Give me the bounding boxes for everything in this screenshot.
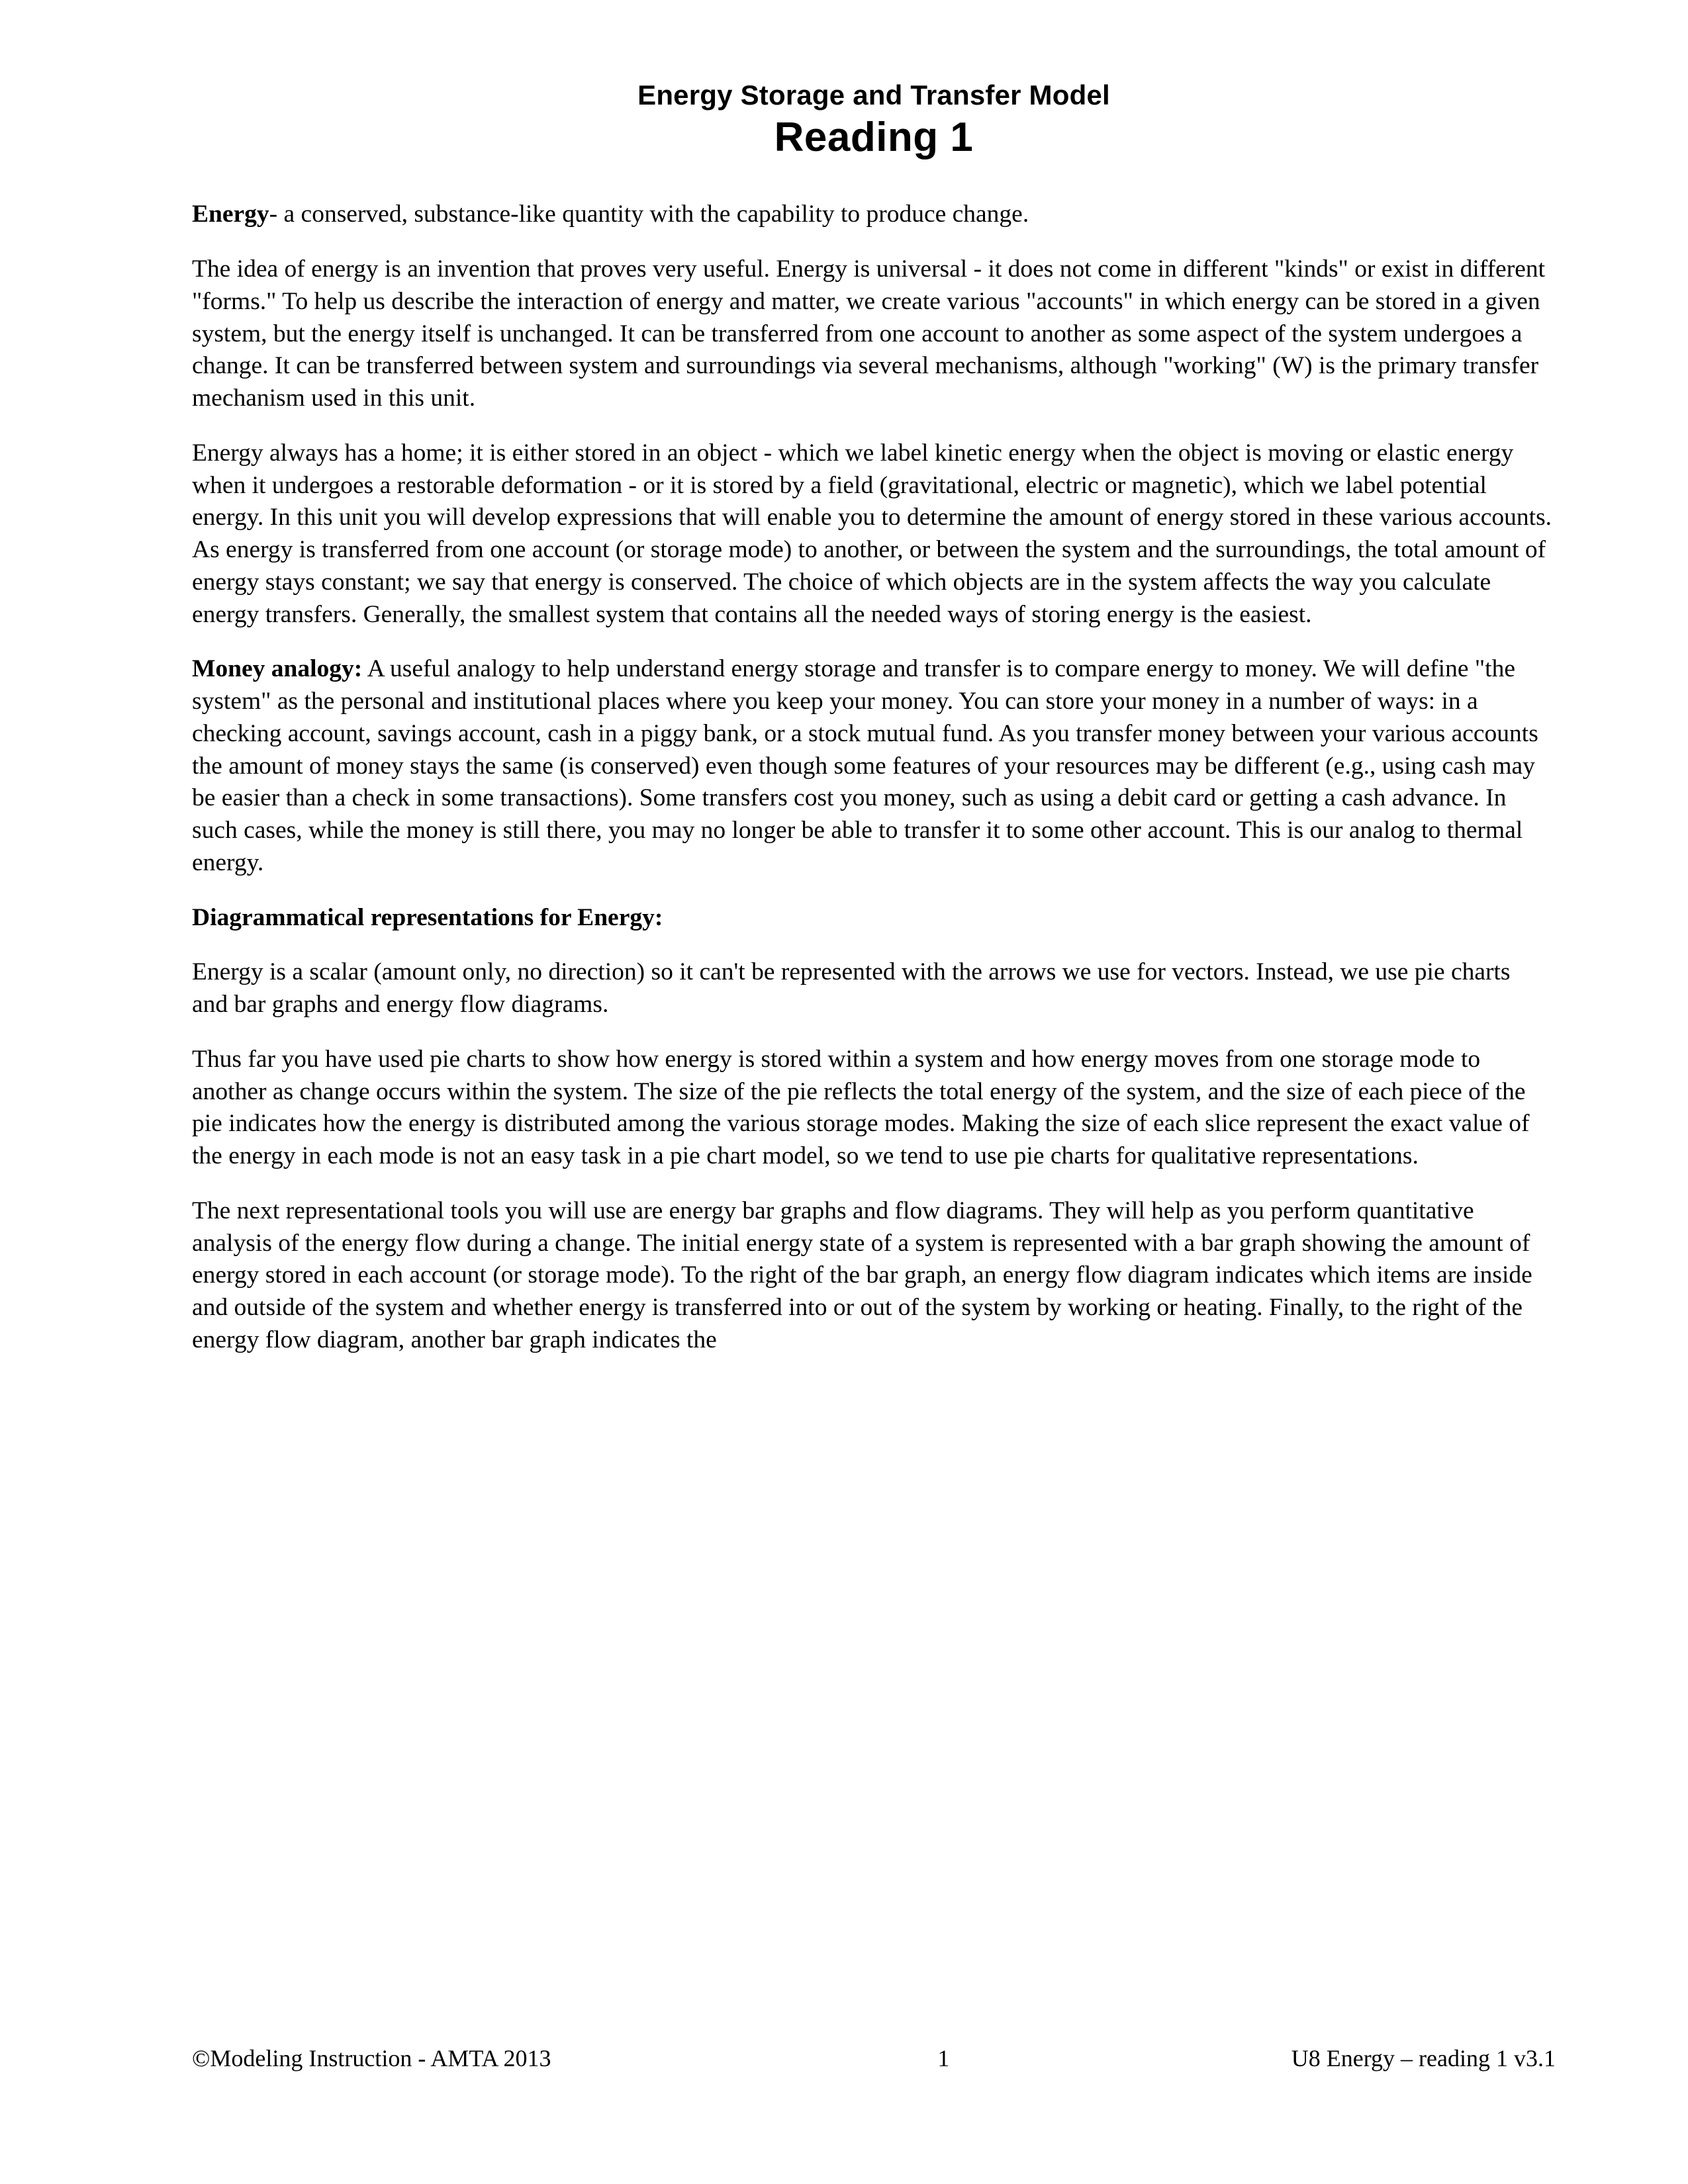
paragraph-scalar: Energy is a scalar (amount only, no direction) so it can't be represented with the arrows we use for vectors. Instead, we use pie charts and bar graphs and energy flow diagrams. (192, 958, 1511, 1019)
paragraph-energy-home: Energy always has a home; it is either stored in an object - which we label kinetic energy when the object is moving or elastic energy when it undergoes a restorable deformation - or it is stored by a field (gravitational, electric or magnetic), which we label potential energy. In this unit you will develop expressions that will enable you to determine the amount of energy stored in these various accounts. As energy is transferred from one account (or storage mode) to another, or between the system and the surroundings, the total amount of energy stays constant; we say that energy is conserved. The choice of which objects are in the system affects the way you calculate energy transfers. Generally, the smallest system that contains all the needed ways of storing energy is the easiest. (192, 439, 1552, 628)
document-body (192, 199, 1552, 1356)
heading-diagrammatical-representations (192, 902, 1552, 934)
footer-document-ref: U8 Energy – reading 1 v3.1 (1291, 2044, 1556, 2071)
footer-page-number: 1 (937, 2044, 950, 2071)
term-energy: Energy (192, 201, 269, 228)
heading-money-analogy: Money analogy: (192, 655, 363, 683)
definition-text: - a conserved, substance-like quantity with the capability to produce change. (269, 201, 1029, 228)
page-footer (192, 2044, 1556, 2073)
diagram-heading-text: Diagrammatical representations for Energy: (192, 903, 663, 931)
paragraph-idea-of-energy: The idea of energy is an invention that proves very useful. Energy is universal - it does not come in different "kinds" or exist in different "forms." To help us describe the interaction of energy and matter, we create various "accounts" in which energy can be stored in a given system, but the energy itself is unchanged. It can be transferred from one account to another as some aspect of the system undergoes a change. It can be transferred between system and surroundings via several mechanisms, although "working" (W) is the primary transfer mechanism used in this unit. (192, 255, 1546, 412)
paragraph-energy-definition (192, 199, 1552, 231)
title-block (192, 79, 1556, 160)
footer-copyright: ©Modeling Instruction - AMTA 2013 (192, 2044, 551, 2071)
page-subtitle: Reading 1 (774, 114, 974, 161)
money-analogy-text: A useful analogy to help understand energy storage and transfer is to compare energy to money. We will define "the system" as the personal and institutional places where you keep your money. You can store your money in a number of ways: in a checking account, savings account, cash in a piggy bank, or a stock mutual fund. As you transfer money between your various accounts the amount of money stays the same (is conserved) even though some features of your resources may be different (e.g., using cash may be easier than a check in some transactions). Some transfers cost you money, such as using a debit card or getting a cash advance. In such cases, while the money is still there, you may no longer be able to transfer it to some other account. This is our analog to thermal energy. (192, 655, 1538, 876)
paragraph-money-analogy (192, 653, 1552, 879)
paragraph-pie-charts: Thus far you have used pie charts to show how energy is stored within a system and how energy moves from one storage mode to another as change occurs within the system. The size of the pie reflects the total energy of the system, and the size of each piece of the pie indicates how the energy is distributed among the various storage modes. Making the size of each slice represent the exact value of the energy in each mode is not an easy task in a pie chart model, so we tend to use pie charts for qualitative representations. (192, 1045, 1530, 1170)
page-title: Energy Storage and Transfer Model (637, 79, 1110, 111)
paragraph-bar-graphs: The next representational tools you will use are energy bar graphs and flow diagrams. They will help as you perform quantitative analysis of the energy flow during a change. The initial energy state of a system is represented with a bar graph showing the amount of energy stored in each account (or storage mode). To the right of the bar graph, an energy flow diagram indicates which items are inside and outside of the system and whether energy is transferred into or out of the system by working or heating. Finally, to the right of the energy flow diagram, another bar graph indicates the (192, 1197, 1532, 1353)
